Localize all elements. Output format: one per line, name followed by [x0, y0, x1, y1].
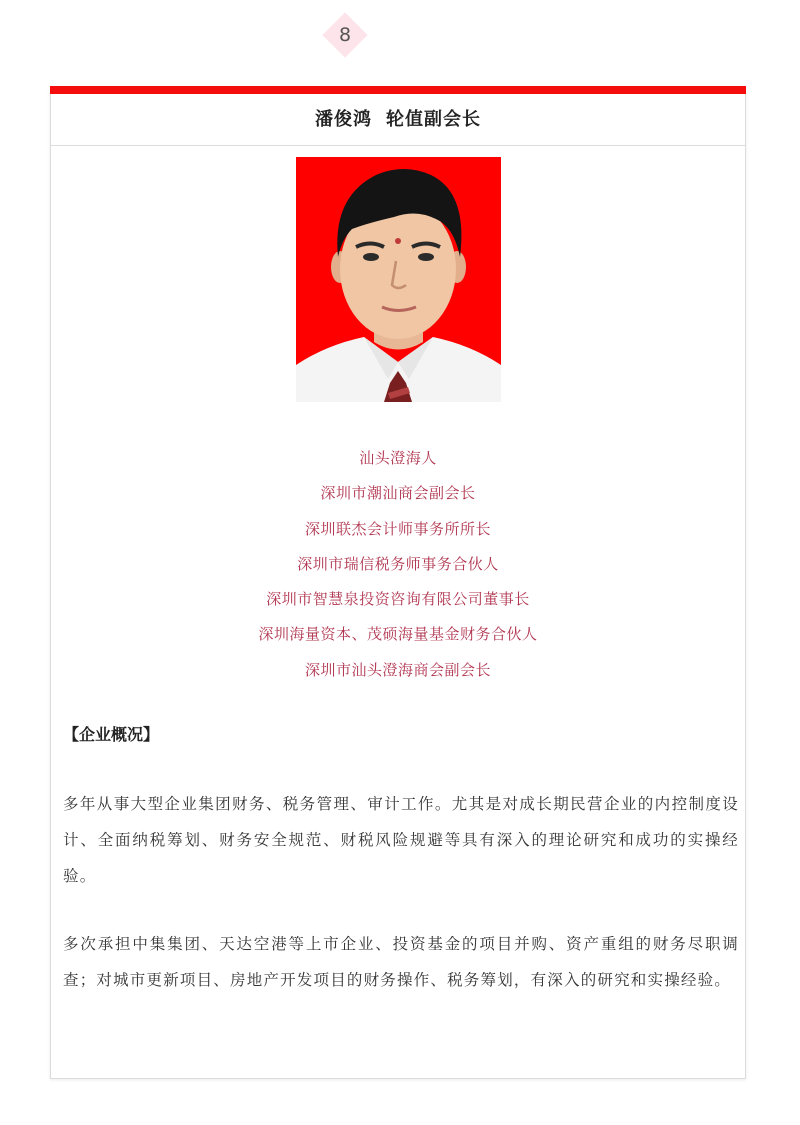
list-item: 深圳海量资本、茂硕海量基金财务合伙人 — [258, 625, 538, 644]
page-number: 8 — [338, 24, 352, 46]
card-accent-bar — [50, 86, 746, 94]
title-divider — [51, 145, 745, 146]
overview-paragraph: 多年从事大型企业集团财务、税务管理、审计工作。尤其是对成长期民营企业的内控制度设计、全面纳税筹划、财务安全规范、财税风险规避等具有深入的理论研究和成功的实操经验。 — [63, 795, 739, 885]
person-name: 潘俊鸿 — [315, 109, 372, 130]
list-item: 汕头澄海人 — [359, 449, 437, 467]
list-item: 深圳联杰会计师事务所所长 — [304, 519, 491, 538]
person-position: 轮值副会长 — [386, 109, 481, 130]
list-item: 深圳市瑞信税务师事务合伙人 — [297, 554, 499, 573]
portrait-photo — [296, 157, 501, 402]
profile-title — [51, 94, 745, 145]
roles-list — [51, 441, 745, 688]
section-heading: 【企业概况】 — [63, 725, 160, 744]
page-number-badge — [322, 12, 368, 58]
list-item: 深圳市智慧泉投资咨询有限公司董事长 — [266, 590, 530, 609]
profile-card — [50, 86, 746, 1079]
list-item: 深圳市汕头澄海商会副会长 — [304, 660, 491, 679]
list-item: 深圳市潮汕商会副会长 — [320, 484, 476, 503]
overview-paragraph: 多次承担中集集团、天达空港等上市企业、投资基金的项目并购、资产重组的财务尽职调查；对城市更新项目、房地产开发项目的财务操作、税务筹划，有深入的研究和实操经验。 — [63, 935, 739, 989]
